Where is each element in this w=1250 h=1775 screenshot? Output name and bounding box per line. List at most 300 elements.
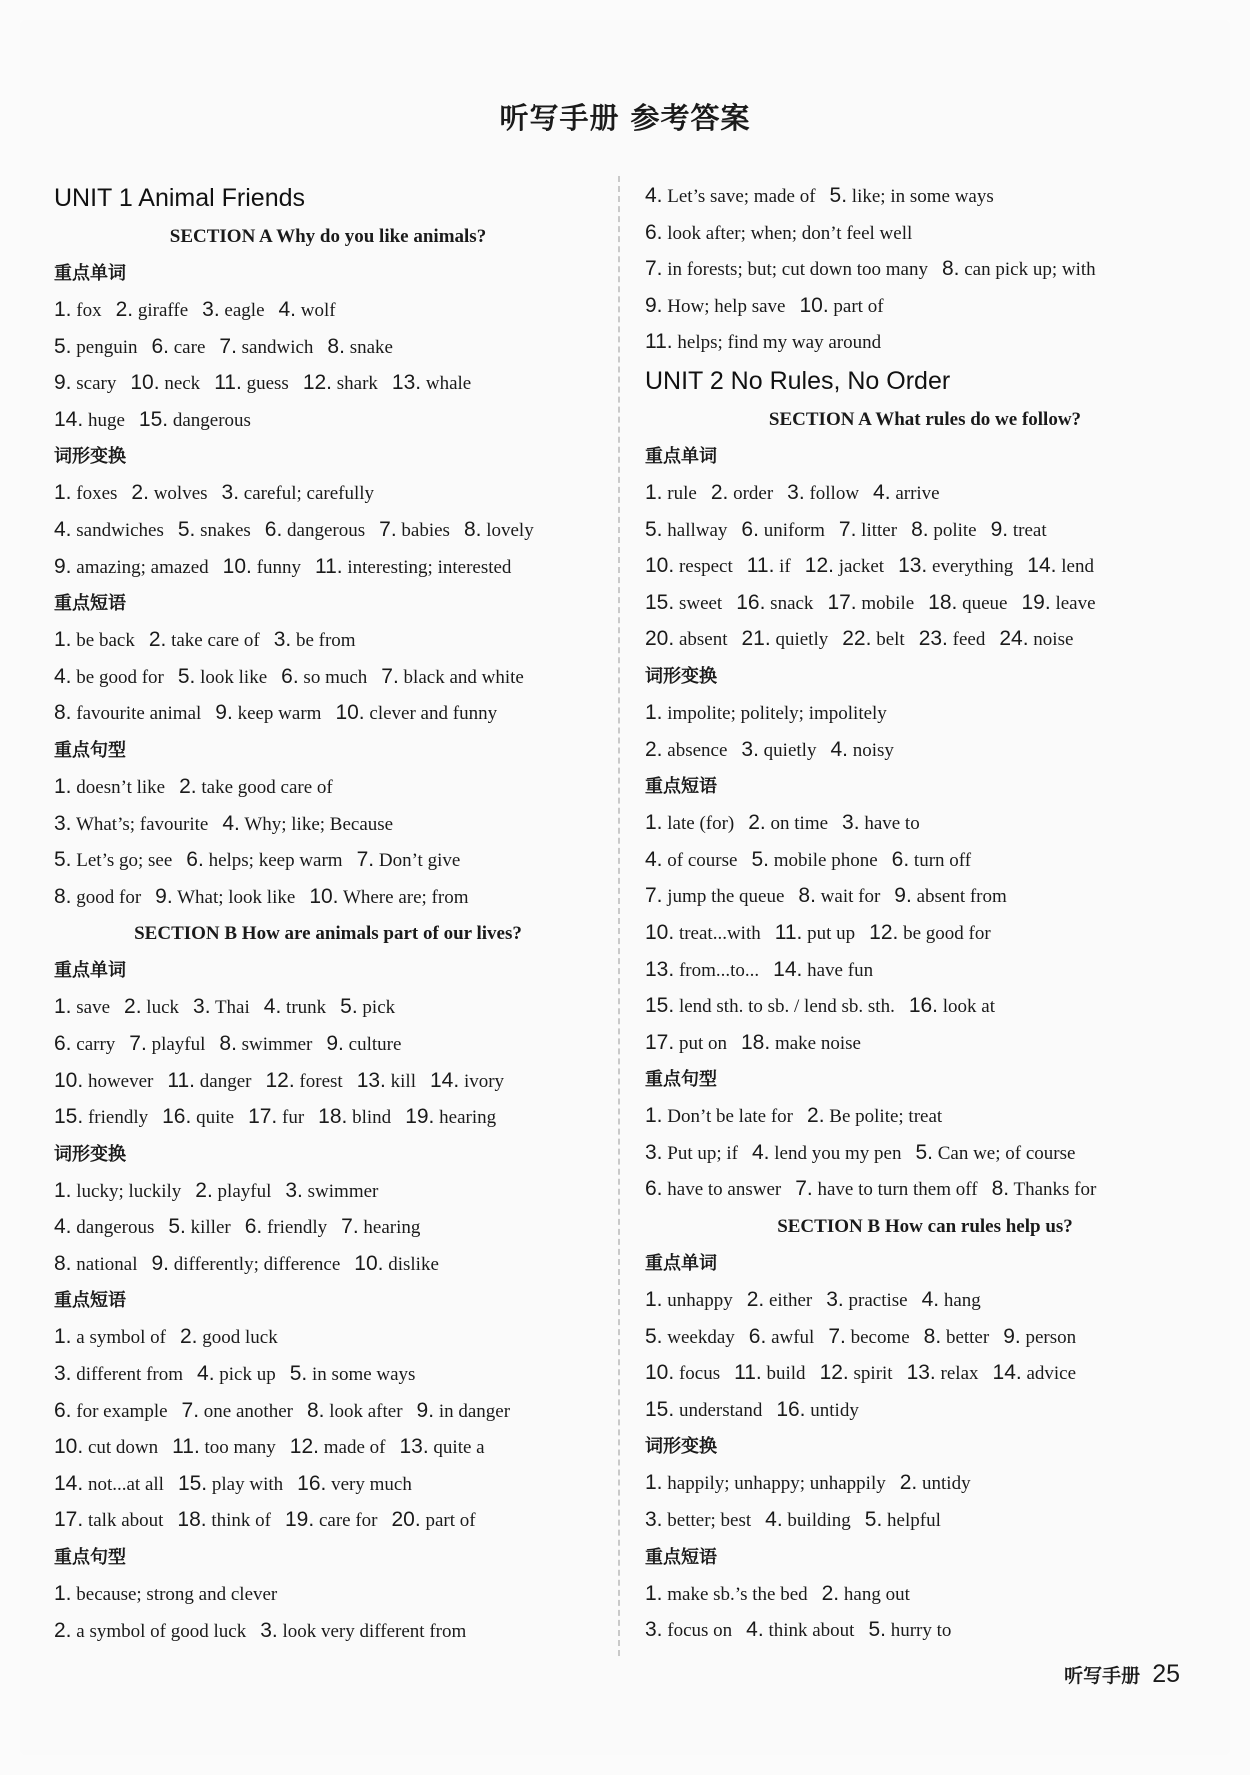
answer-number: 12. (302, 371, 333, 395)
answer-number: 2. (124, 995, 142, 1019)
answer-item (265, 512, 365, 550)
answer-text: doesn’t like (76, 776, 166, 798)
answer-text: unhappy (667, 1290, 733, 1312)
answer-number: 8. (327, 334, 345, 358)
answer-number: 9. (1003, 1324, 1021, 1348)
answer-item (645, 842, 737, 880)
answer-number: 7. (381, 664, 399, 688)
answer-text: snack (770, 592, 814, 614)
answer-item (645, 548, 733, 586)
answer-text: snakes (200, 519, 251, 541)
answer-text: better; best (667, 1510, 752, 1532)
answer-line (645, 695, 1205, 732)
answer-text: sweet (678, 592, 723, 614)
answer-text: What’s; favourite (75, 813, 209, 835)
answer-line (645, 1135, 1205, 1172)
answer-item (900, 1465, 971, 1503)
answer-item (178, 1466, 283, 1504)
answer-number: 16. (162, 1105, 192, 1129)
answer-number: 4. (746, 1618, 764, 1642)
answer-line (645, 1282, 1205, 1319)
answer-number: 18. (177, 1508, 207, 1532)
answer-line (645, 915, 1205, 952)
answer-item (645, 695, 887, 733)
answer-item (399, 1429, 484, 1467)
answer-item (215, 695, 321, 733)
answer-item (222, 475, 375, 513)
answer-text: eagle (224, 300, 265, 321)
answer-item (54, 1502, 163, 1540)
answer-text: have to turn them off (817, 1179, 978, 1201)
answer-text: Be polite; treat (829, 1106, 943, 1128)
answer-item (645, 1282, 733, 1320)
answer-item (54, 1173, 181, 1211)
answer-number: 15. (645, 590, 675, 614)
answer-text: Put up; if (667, 1142, 738, 1164)
answer-number: 2. (807, 1104, 825, 1128)
answer-number: 10. (309, 884, 339, 908)
answer-number: 23. (918, 627, 948, 651)
answer-text: carry (76, 1033, 116, 1055)
answer-number: 2. (748, 811, 766, 835)
answer-item (130, 365, 200, 403)
answer-text: penguin (76, 336, 138, 358)
answer-text: a symbol of (76, 1327, 166, 1349)
answer-text: giraffe (137, 300, 189, 321)
answer-line (54, 1319, 602, 1356)
answer-item (54, 329, 137, 367)
answer-item (54, 659, 164, 697)
answer-number: 4. (645, 184, 663, 207)
answer-item (315, 549, 511, 587)
answer-text: killer (190, 1217, 231, 1239)
answer-text: absence (667, 739, 728, 761)
answer-text: treat (1012, 519, 1047, 541)
answer-text: spirit (853, 1363, 893, 1385)
answer-item (54, 1393, 168, 1431)
answer-number: 2. (179, 774, 197, 798)
answer-text: hurry to (890, 1620, 952, 1642)
answer-item (645, 1612, 732, 1650)
answer-item (307, 1393, 403, 1431)
answer-number: 9. (215, 701, 233, 725)
answer-number: 1. (54, 995, 72, 1019)
answer-line (645, 324, 1205, 361)
answer-item (748, 805, 828, 843)
answer-item (842, 621, 904, 659)
answer-text: What; look like (177, 886, 296, 908)
answer-number: 6. (891, 847, 910, 871)
answer-line (645, 952, 1205, 989)
answer-line (645, 215, 1205, 252)
answer-number: 12. (265, 1068, 295, 1092)
answer-number: 8. (54, 884, 72, 908)
answer-item (894, 878, 1007, 916)
answer-line (54, 475, 602, 512)
answer-text: danger (199, 1070, 252, 1092)
answer-number: 14. (773, 957, 803, 981)
answer-text: noise (1033, 629, 1074, 651)
answer-item (214, 365, 289, 403)
answer-text: national (76, 1253, 138, 1275)
answer-item (193, 989, 250, 1027)
answer-item (747, 1282, 813, 1320)
answer-item (131, 475, 207, 513)
answer-number: 3. (260, 1618, 278, 1642)
answer-number: 6. (54, 1031, 72, 1055)
answer-number: 9. (155, 884, 173, 908)
answer-number: 8. (306, 1398, 325, 1422)
answer-text: save (76, 997, 111, 1019)
answer-number: 9. (151, 1251, 169, 1275)
answer-item (182, 1393, 293, 1431)
answer-number: 5. (177, 517, 196, 541)
answer-number: 18. (318, 1105, 348, 1129)
answer-number: 10. (54, 1068, 84, 1092)
answer-number: 3. (741, 737, 759, 761)
answer-text: have fun (807, 959, 874, 981)
answer-text: babies (401, 519, 450, 541)
answer-number: 14. (1027, 554, 1057, 578)
answer-item (645, 215, 912, 253)
answer-line (54, 842, 602, 879)
answer-item (645, 732, 727, 770)
answer-text: dislike (388, 1253, 439, 1275)
answer-item (805, 548, 884, 586)
answer-text: absent (678, 629, 728, 651)
answer-text: better (945, 1326, 990, 1348)
answer-item (417, 1393, 511, 1431)
answer-number: 5. (177, 664, 196, 688)
answer-number: 2. (115, 298, 134, 321)
answer-number: 4. (54, 1215, 72, 1239)
answer-item (318, 1099, 391, 1137)
answer-item (711, 475, 773, 513)
answer-item (54, 1209, 154, 1247)
answer-number: 3. (54, 811, 72, 835)
answer-line (645, 1025, 1205, 1062)
answer-item (645, 1502, 751, 1540)
answer-text: look like (200, 666, 268, 688)
answer-number: 6. (748, 1324, 767, 1348)
answer-line (645, 805, 1205, 842)
answer-number: 4. (830, 737, 848, 761)
answer-text: snake (349, 336, 393, 358)
answer-item (202, 292, 264, 330)
answer-item (645, 1098, 793, 1136)
answer-number: 8. (923, 1324, 942, 1348)
answer-text: noisy (852, 739, 894, 761)
answer-line (54, 806, 602, 843)
answer-item (260, 1613, 466, 1651)
answer-item (54, 292, 102, 330)
answer-text: because; strong and clever (76, 1584, 278, 1606)
answer-text: think about (768, 1620, 855, 1642)
answer-text: playful (217, 1180, 272, 1202)
answer-text: weekday (667, 1326, 735, 1348)
answer-text: care for (318, 1510, 378, 1532)
answer-number: 5. (829, 184, 848, 207)
answer-number: 10. (222, 554, 252, 578)
answer-number: 4. (645, 847, 663, 871)
answer-text: Don’t give (378, 850, 461, 872)
answer-number: 2. (899, 1471, 918, 1495)
answer-text: belt (876, 629, 905, 651)
answer-text: trunk (286, 997, 327, 1019)
answer-text: part of (833, 295, 884, 317)
footer-label: 听写手册 (1064, 1665, 1141, 1687)
answer-number: 16. (297, 1471, 327, 1495)
answer-text: person (1025, 1326, 1077, 1348)
answer-number: 6. (645, 1177, 663, 1201)
answer-item (873, 475, 940, 513)
answer-number: 19. (285, 1508, 315, 1532)
answer-text: clever and funny (369, 703, 498, 725)
answer-number: 1. (54, 1178, 72, 1202)
answer-text: treat...with (678, 922, 761, 944)
answer-item (54, 1429, 158, 1467)
answer-text: be good for (76, 666, 164, 688)
answer-text: care (173, 336, 206, 358)
answer-number: 5. (54, 334, 72, 358)
answer-number: 14. (429, 1068, 460, 1092)
answer-number: 14. (54, 1471, 84, 1495)
answer-item (149, 622, 260, 660)
answer-line (645, 512, 1205, 549)
answer-text: if (779, 556, 791, 578)
answer-item (645, 1025, 727, 1063)
answer-line (645, 1098, 1205, 1135)
answer-item (186, 842, 342, 880)
answer-item (264, 989, 326, 1027)
answer-number: 5. (645, 1324, 663, 1348)
answer-number: 17. (54, 1508, 84, 1532)
answer-number: 6. (151, 334, 169, 358)
answer-number: 3. (842, 811, 860, 835)
answer-text: lend you my pen (774, 1142, 902, 1164)
answer-text: be from (295, 630, 356, 652)
answer-item (54, 1063, 153, 1101)
answer-number: 5. (340, 995, 358, 1019)
answer-text: lend sth. to sb. / lend sb. sth. (678, 996, 895, 1018)
answer-number: 10. (645, 1361, 675, 1385)
answer-number: 24. (999, 627, 1029, 651)
answer-item (869, 915, 991, 953)
answer-number: 7. (379, 517, 397, 541)
answer-text: order (733, 482, 774, 504)
answer-item (381, 659, 524, 697)
answer-number: 10. (335, 701, 365, 725)
category-heading: 重点单词 (645, 445, 717, 467)
answer-item (357, 842, 461, 880)
answer-item (327, 329, 393, 367)
answer-text: so much (303, 666, 368, 688)
answer-item (919, 621, 986, 659)
answer-number: 3. (826, 1288, 844, 1312)
answer-number: 4. (873, 480, 891, 504)
answer-text: be good for (903, 922, 991, 944)
answer-number: 3. (645, 1140, 663, 1164)
answer-item (645, 1576, 808, 1614)
answer-text: impolite; politely; impolitely (667, 702, 887, 724)
answer-text: play with (211, 1473, 284, 1495)
answer-number: 13. (356, 1068, 386, 1092)
answer-item (645, 251, 928, 289)
answer-item (1022, 585, 1096, 623)
answer-text: look after (329, 1400, 403, 1422)
answer-item (830, 732, 893, 770)
answer-line (54, 1466, 602, 1503)
answer-text: respect (678, 556, 733, 578)
answer-item (822, 1576, 910, 1614)
answer-text: sandwiches (76, 519, 164, 541)
answer-text: different from (76, 1364, 184, 1386)
answer-number: 10. (54, 1435, 84, 1459)
answer-item (405, 1099, 496, 1137)
answer-text: build (766, 1363, 806, 1385)
answer-line (54, 1026, 602, 1063)
answer-item (787, 475, 859, 513)
answer-number: 3. (645, 1508, 663, 1532)
answer-item (297, 1466, 412, 1504)
answer-item (795, 1171, 977, 1209)
answer-item (645, 324, 881, 362)
answer-number: 6. (264, 517, 283, 541)
answer-line (645, 621, 1205, 658)
answer-text: absent from (916, 886, 1007, 908)
answer-number: 4. (921, 1288, 940, 1312)
answer-number: 15. (645, 1397, 675, 1421)
answer-number: 1. (645, 1471, 663, 1495)
answer-text: ivory (463, 1070, 505, 1092)
category-heading: 词形变换 (645, 1436, 717, 1458)
answer-item (736, 585, 813, 623)
answer-number: 9. (894, 884, 912, 908)
answer-text: wolves (153, 483, 208, 505)
answer-number: 4. (263, 995, 282, 1019)
answer-number: 4. (765, 1508, 783, 1532)
answer-item (645, 1465, 886, 1503)
answer-text: friendly (267, 1217, 328, 1239)
answer-item (285, 1173, 378, 1211)
answer-line (54, 695, 602, 732)
answer-text: queue (962, 592, 1008, 614)
answer-line (645, 1465, 1205, 1502)
answer-number: 10. (130, 371, 160, 395)
section-heading: SECTION A What rules do we follow? (768, 408, 1082, 430)
answer-text: make noise (774, 1032, 861, 1054)
section-heading: SECTION B How are animals part of our lives? (134, 923, 522, 945)
answer-number: 5. (289, 1362, 308, 1386)
answer-line (54, 512, 602, 549)
answer-item (54, 769, 165, 807)
answer-number: 7. (219, 334, 237, 358)
answer-text: helps; find my way around (677, 332, 882, 354)
category-heading: 重点短语 (54, 593, 126, 615)
answer-number: 3. (787, 480, 805, 504)
answer-text: be back (76, 630, 135, 652)
section-heading: SECTION A Why do you like animals? (169, 226, 487, 247)
answer-text: wolf (300, 300, 336, 321)
answer-item (54, 402, 125, 440)
answer-number: 8. (463, 517, 482, 541)
answer-text: pick (362, 997, 396, 1019)
answer-item (645, 1171, 781, 1209)
answer-item (54, 1319, 166, 1357)
answer-item (746, 1612, 854, 1650)
answer-item (391, 1502, 475, 1540)
answer-item (197, 1356, 276, 1394)
answer-line (54, 1209, 602, 1246)
answer-number: 13. (906, 1361, 936, 1385)
answer-number: 3. (54, 1362, 72, 1386)
answer-text: helpful (887, 1510, 941, 1532)
answer-number: 16. (736, 590, 766, 614)
answer-number: 4. (197, 1362, 215, 1386)
answer-number: 11. (774, 920, 803, 944)
answer-number: 9. (990, 517, 1009, 541)
answer-number: 9. (416, 1398, 435, 1422)
answer-item (155, 879, 295, 917)
answer-item (326, 1026, 401, 1064)
answer-item (645, 805, 734, 843)
answer-text: in forests; but; cut down too many (667, 259, 928, 281)
answer-number: 5. (168, 1215, 186, 1239)
answer-text: hang out (843, 1583, 910, 1605)
answer-text: guess (246, 373, 289, 395)
answer-item (839, 512, 897, 550)
answer-text: quite a (433, 1437, 485, 1459)
answer-item (290, 1429, 386, 1467)
category-heading: 词形变换 (54, 446, 126, 468)
answer-number: 3. (202, 298, 220, 321)
unit-heading: UNIT 2 No Rules, No Order (645, 366, 951, 395)
answer-number: 2. (821, 1581, 840, 1605)
answer-item (749, 1319, 815, 1357)
answer-line (54, 1099, 602, 1136)
answer-number: 1. (54, 481, 72, 505)
answer-number: 15. (645, 994, 675, 1018)
answer-line (645, 585, 1205, 622)
answer-item (993, 1355, 1077, 1393)
answer-item (379, 512, 450, 550)
answer-item (54, 549, 209, 587)
answer-number: 10. (799, 293, 829, 317)
answer-item (645, 512, 727, 550)
answer-line (54, 769, 602, 806)
answer-text: sandwich (241, 336, 314, 358)
answer-item (868, 1612, 951, 1650)
answer-line (645, 251, 1205, 288)
answer-line (54, 365, 602, 402)
answer-item (354, 1246, 439, 1284)
answer-number: 6. (741, 517, 759, 541)
answer-number: 11. (214, 371, 242, 395)
answer-text: jacket (838, 556, 885, 578)
answer-item (167, 1063, 251, 1101)
answer-number: 8. (991, 1177, 1010, 1201)
answer-text: very much (331, 1473, 412, 1495)
answer-item (991, 512, 1047, 550)
answer-item (942, 251, 1096, 289)
answer-number: 2. (710, 480, 729, 504)
answer-text: Don’t be late for (667, 1106, 794, 1128)
answer-item (924, 1319, 990, 1357)
answer-text: swimmer (241, 1033, 313, 1055)
answer-number: 14. (54, 407, 84, 431)
answer-line (54, 622, 602, 659)
answer-text: pick up (219, 1364, 276, 1386)
